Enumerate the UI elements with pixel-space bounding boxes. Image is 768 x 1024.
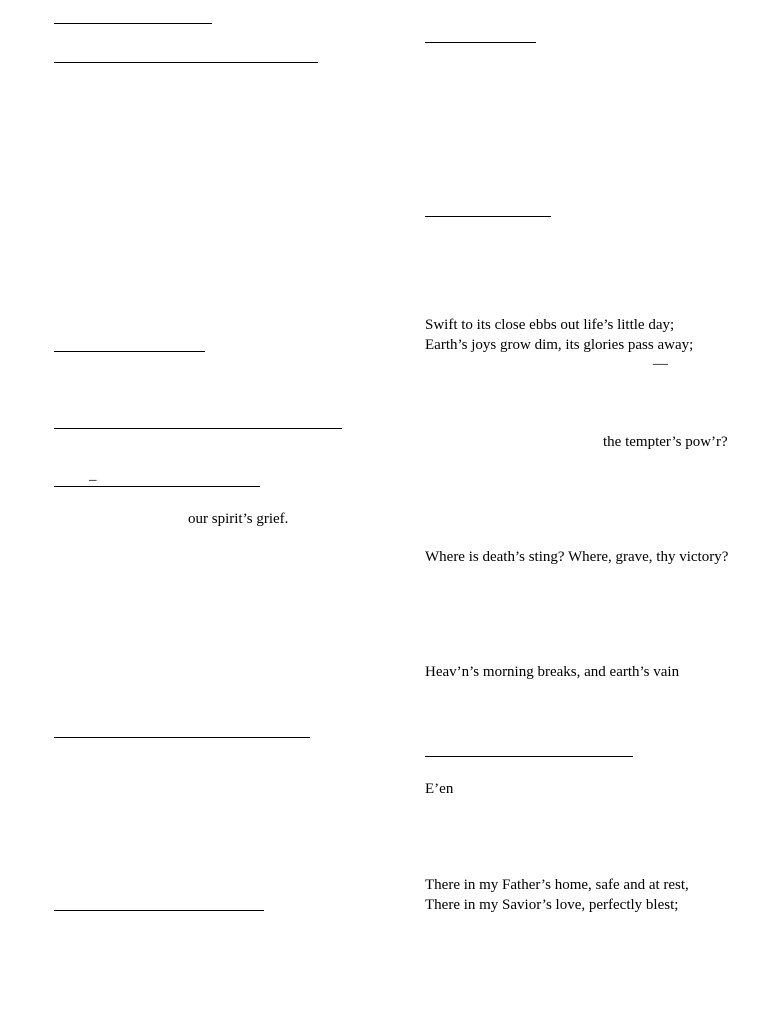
blank-line-left-4	[54, 428, 342, 429]
hymn-line-death-sting: Where is death’s sting? Where, grave, thy victory?	[425, 549, 729, 565]
hymn-line-morning: Heav’n’s morning breaks, and earth’s vain	[425, 664, 680, 680]
hymn-line-swift: Swift to its close ebbs out life’s little day;	[425, 317, 675, 333]
blank-line-right-2	[425, 216, 551, 217]
hymn-line-fathers-home: There in my Father’s home, safe and at rest,	[425, 877, 689, 893]
hymn-line-een: E’en	[425, 781, 454, 797]
blank-line-right-3	[425, 756, 633, 757]
blank-line-left-1	[54, 23, 212, 24]
blank-line-left-5	[54, 486, 260, 487]
hymn-line-saviors-love: There in my Savior’s love, perfectly blest;	[425, 897, 679, 913]
dash-mark-right: —	[653, 356, 668, 372]
blank-line-left-6	[54, 737, 310, 738]
hymn-line-earths-joys: Earth’s joys grow dim, its glories pass away;	[425, 337, 694, 353]
blank-line-right-1	[425, 42, 536, 43]
blank-line-left-7	[54, 910, 264, 911]
spirit-grief-line: our spirit’s grief.	[188, 511, 289, 527]
blank-line-left-2	[54, 62, 318, 63]
dash-mark-left: –	[89, 472, 97, 488]
hymn-line-tempter: the tempter’s pow’r?	[603, 434, 728, 450]
blank-line-left-3	[54, 351, 205, 352]
